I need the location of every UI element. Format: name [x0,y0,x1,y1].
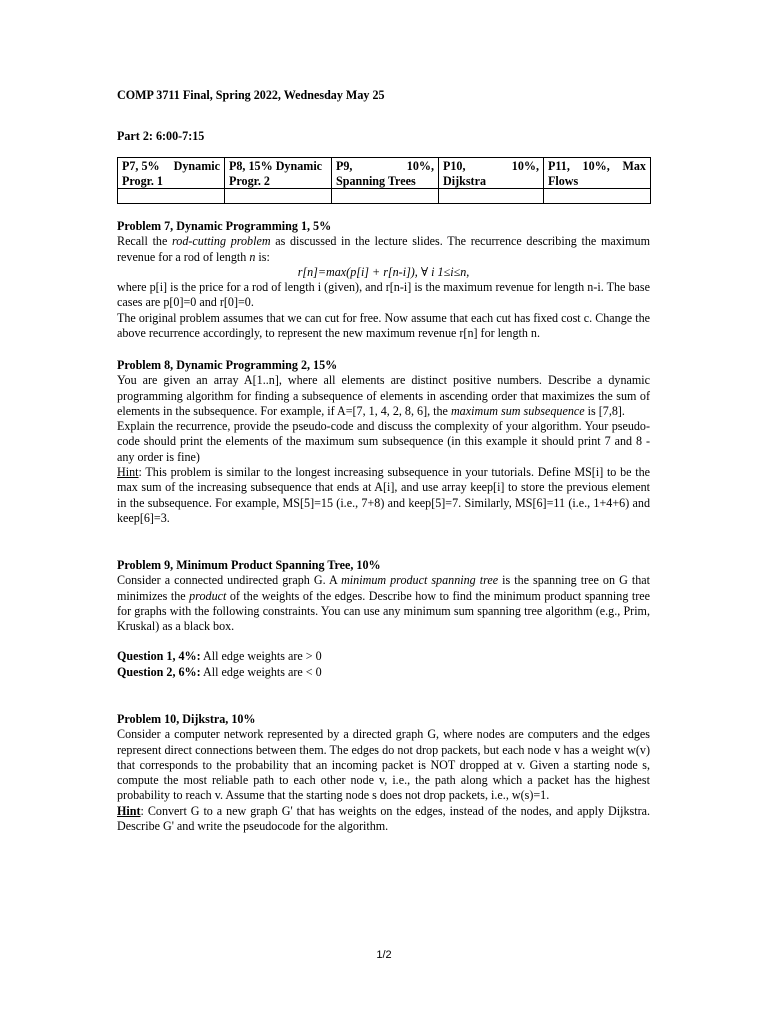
score-cell[interactable] [225,189,332,204]
score-cell[interactable] [544,189,651,204]
score-col-p10: P10, 10%, Dijkstra [439,158,544,189]
part-heading: Part 2: 6:00-7:15 [117,129,205,143]
problem-7-intro: Recall the rod-cutting problem as discussed in the lecture slides. The recurrence describing the maximum revenue for a rod of length n is: [117,234,650,264]
page-number: 1/2 [376,949,392,961]
problem-8-heading: Problem 8, Dynamic Programming 2, 15% [117,358,338,372]
problem-7 [117,219,650,341]
problem-9-question-1: Question 1, 4%: All edge weights are > 0 [117,649,322,664]
score-col-p11: P11, 10%, Max Flows [544,158,651,189]
problem-7-heading: Problem 7, Dynamic Programming 1, 5% [117,219,332,233]
problem-10-hint: Hint: Convert G to a new graph G' that has weights on the edges, instead of the nodes, and apply Dijkstra. Describe G' and write the pseudocode for the algorithm. [117,803,650,834]
score-cell[interactable] [332,189,439,204]
problem-8-hint: Hint: This problem is similar to the longest increasing subsequence in your tutorials. Define MS[i] to be the max sum of the increasing subsequence that ends at A[i], and use array keep[i] to store the previous element in the subsequence. For example, MS[5]=15 (i.e., 7+8) and keep[5]=7. Similarly, MS[6]=11 (i.e., 1+4+6) and keep[6]=3. [117,465,650,525]
score-table [117,157,651,204]
score-col-p9: P9, 10%, Spanning Trees [332,158,439,189]
problem-9 [117,558,650,680]
problem-9-heading: Problem 9, Minimum Product Spanning Tree, 10% [117,558,381,572]
score-col-p8: P8, 15% Dynamic Progr. 2 [225,158,332,189]
problem-10-heading: Problem 10, Dijkstra, 10% [117,712,256,726]
problem-9-statement: Consider a connected undirected graph G. A minimum product spanning tree is the spanning tree on G that minimizes the product of the weights of the edges. Describe how to find the minimum product spanning tree for graphs with the following constraints. You can use any minimum sum spanning tree algorithm (e.g., Prim, Kruskal) as a black box. [117,573,650,634]
problem-10 [117,712,650,834]
score-cell[interactable] [439,189,544,204]
problem-8 [117,358,650,526]
problem-7-formula: r[n]=max(p[i] + r[n-i]), ∀ i 1≤i≤n, [297,264,470,279]
score-cell[interactable] [118,189,225,204]
problem-7-task: The original problem assumes that we can cut for free. Now assume that each cut has fixed cost c. Change the above recurrence accordingly, to represent the new maximum revenue r[n] for length n. [117,310,650,341]
score-table-blank-row [118,189,651,204]
exam-title: COMP 3711 Final, Spring 2022, Wednesday May 25 [117,88,385,102]
score-col-p7: P7, 5% Dynamic Progr. 1 [118,158,225,189]
problem-8-instructions: Explain the recurrence, provide the pseudo-code and discuss the complexity of your algorithm. Your pseudo-code should print the elements of the maximum sum subsequence (in this example it should print 7 and 8 - any order is fine) [117,419,650,464]
problem-9-question-2: Question 2, 6%: All edge weights are < 0 [117,664,322,679]
score-table-header-row [118,158,651,189]
problem-10-statement: Consider a computer network represented by a directed graph G, where nodes are computers and the edges represent direct connections between them. The edges do not drop packets, but each node v has a weight w(v) that corresponds to the probability that an incoming packet is NOT dropped at v. Given a starting node s, compute the most reliable path to each other node v, i.e., the path along which a packet has the highest probability to reach v. Assume that the starting node s does not drop packets, i.e., w(s)=1. [117,727,650,803]
problem-8-statement: You are given an array A[1..n], where all elements are distinct positive numbers. Describe a dynamic programming algorithm for finding a subsequence of elements in ascending order that maximizes the sum of elements in the subsequence. For example, if A=[7, 1, 4, 2, 8, 6], the maximum sum subsequence is [7,8]. [117,373,650,418]
problem-7-definitions: where p[i] is the price for a rod of length i (given), and r[n-i] is the maximum revenue for length n-i. The base cases are p[0]=0 and r[0]=0. [117,280,650,310]
